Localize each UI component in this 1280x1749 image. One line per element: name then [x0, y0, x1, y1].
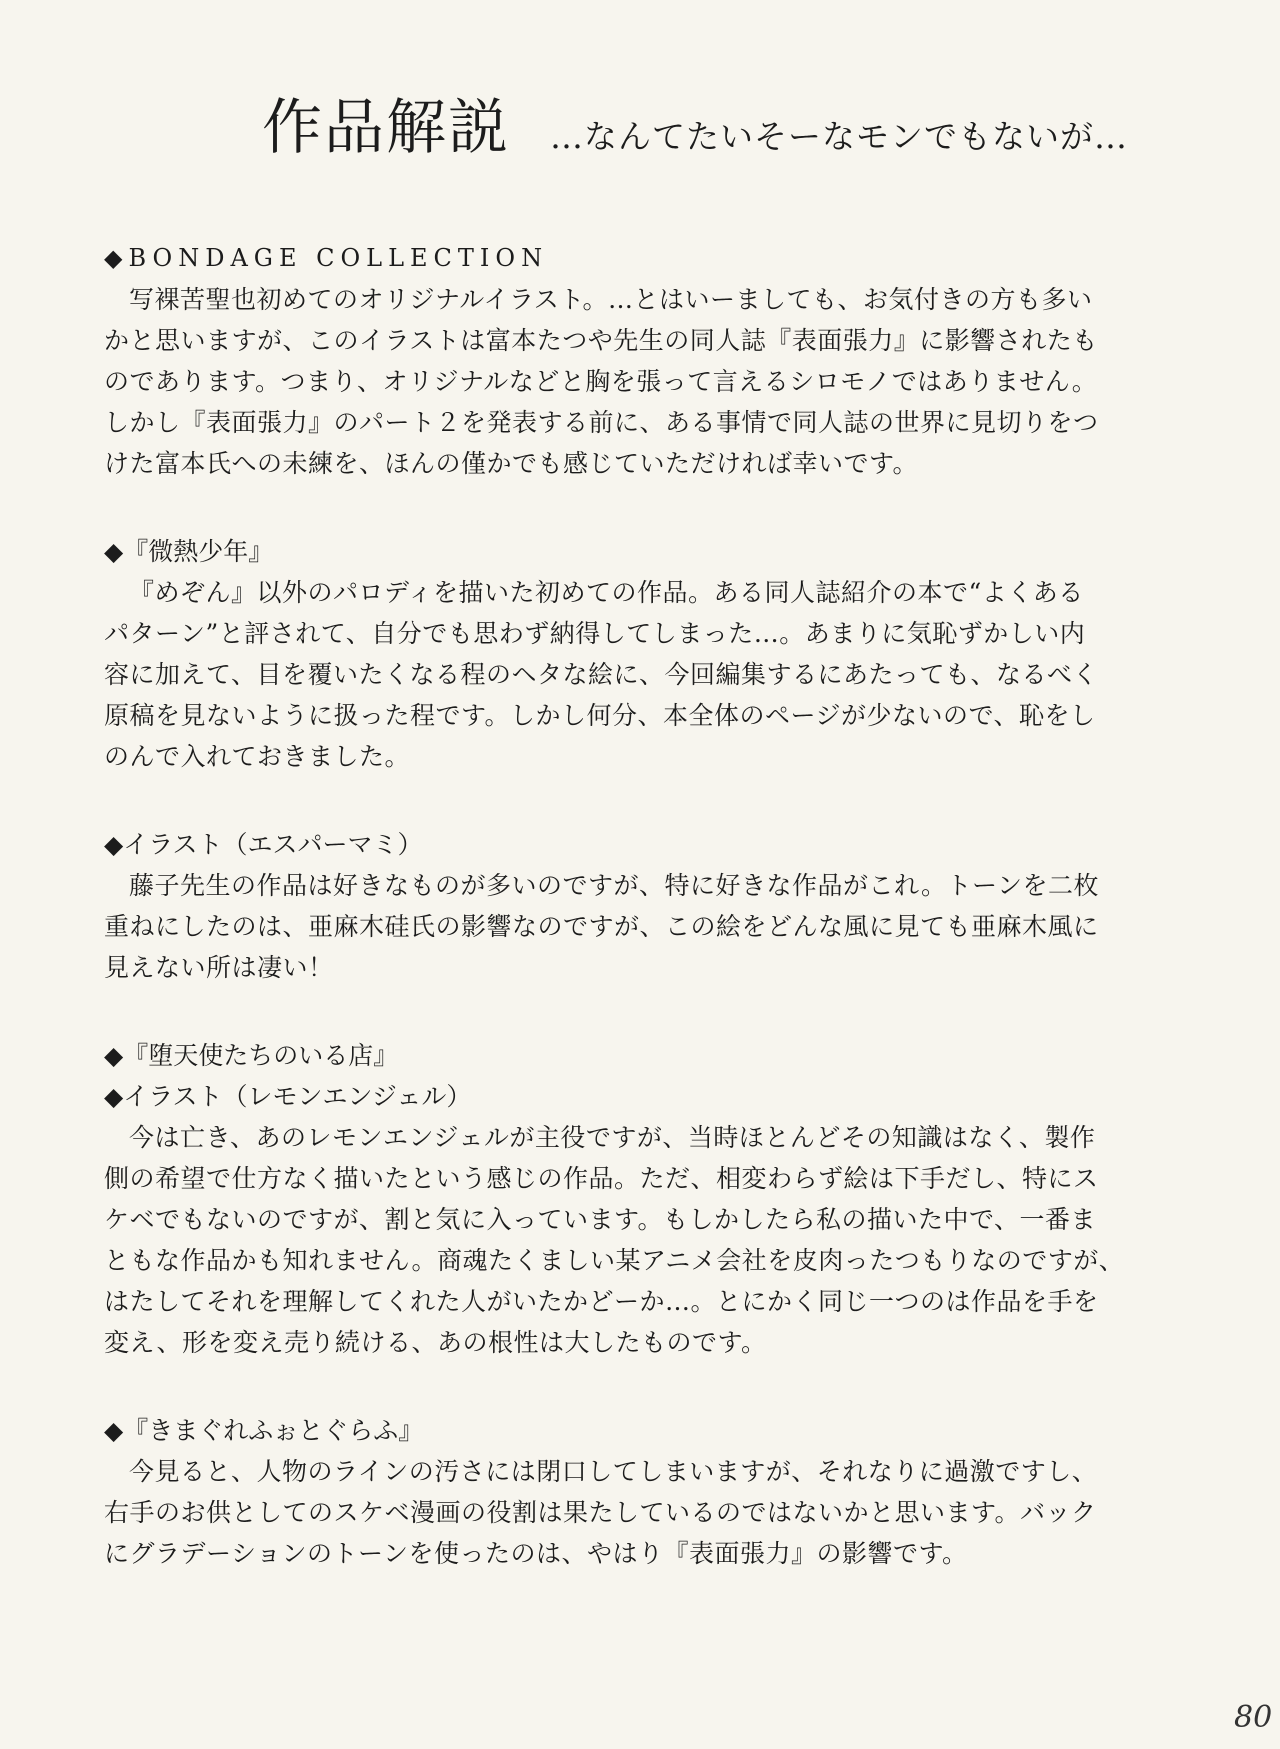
body-line: 変え、形を変え売り続ける、あの根性は大したものです。 — [104, 1328, 767, 1357]
section-datenshi-lemon-angel — [104, 1035, 1224, 1363]
body-line: パターン”と評されて、自分でも思わず納得してしまった…。あまりに気恥ずかしい内 — [104, 619, 1086, 648]
body-line: けた富本氏への未練を、ほんの僅かでも感じていただければ幸いです。 — [104, 449, 919, 478]
body-line: のんで入れておきました。 — [104, 742, 411, 771]
body-line: はたしてそれを理解してくれた人がいたかどーか…。とにかく同じ一つのは作品を手を — [104, 1287, 1099, 1316]
body-line: 『めぞん』以外のパロディを描いた初めての作品。ある同人誌紹介の本で“よくある — [129, 578, 1084, 607]
body-line: にグラデーションのトーンを使ったのは、やはり『表面張力』の影響です。 — [104, 1539, 968, 1568]
section-heading: ◆イラスト（レモンエンジェル） — [104, 1082, 472, 1111]
body-line: 右手のお供としてのスケベ漫画の役割は果たしているのではないかと思います。バック — [104, 1498, 1097, 1527]
section-heading: ◆『微熱少年』 — [104, 537, 274, 566]
section-bondage-collection — [104, 238, 1224, 484]
body-line: 原稿を見ないように扱った程です。しかし何分、本全体のページが少ないので、恥をし — [104, 701, 1096, 730]
section-kimagure-photograph — [104, 1410, 1224, 1574]
body-line: 今は亡き、あのレモンエンジェルが主役ですが、当時ほとんどその知識はなく、製作 — [129, 1123, 1096, 1152]
body-line: 重ねにしたのは、亜麻木硅氏の影響なのですが、この絵をどんな風に見ても亜麻木風に — [104, 912, 1099, 941]
page-subtitle: …なんてたいそーなモンでもないが… — [550, 117, 1128, 156]
section-esper-mami — [104, 824, 1224, 988]
section-binetsu-shounen — [104, 531, 1224, 777]
body-line: 側の希望で仕方なく描いたという感じの作品。ただ、相変わらず絵は下手だし、特にス — [104, 1164, 1099, 1193]
section-heading: ◆イラスト（エスパーマミ） — [104, 830, 423, 859]
section-heading: ◆BONDAGE COLLECTION — [104, 244, 549, 272]
content — [104, 238, 1224, 1621]
body-line: ともな作品かも知れません。商魂たくましい某アニメ会社を皮肉ったつもりなのですが、 — [104, 1246, 1125, 1275]
body-line: のであります。つまり、オリジナルなどと胸を張って言えるシロモノではありません。 — [104, 367, 1098, 396]
body-line: かと思いますが、このイラストは富本たつや先生の同人誌『表面張力』に影響されたも — [104, 326, 1098, 355]
body-line: 藤子先生の作品は好きなものが多いのですが、特に好きな作品がこれ。トーンを二枚 — [129, 871, 1100, 900]
page-number: 80 — [1234, 1700, 1273, 1735]
title-row — [262, 80, 1128, 166]
body-line: 容に加えて、目を覆いたくなる程のヘタな絵に、今回編集するにあたっても、なるべく — [104, 660, 1099, 689]
body-line: 今見ると、人物のラインの汚さには閉口してしまいますが、それなりに過激ですし、 — [129, 1457, 1098, 1486]
body-line: しかし『表面張力』のパート２を発表する前に、ある事情で同人誌の世界に見切りをつ — [104, 408, 1099, 437]
page-title: 作品解説 — [262, 93, 510, 163]
section-heading: ◆『きまぐれふぉとぐらふ』 — [104, 1416, 424, 1445]
body-line: ケベでもないのですが、割と気に入っています。もしかしたら私の描いた中で、一番ま — [104, 1205, 1097, 1234]
body-line: 見えない所は凄い！ — [104, 953, 334, 982]
body-line: 写裸苦聖也初めてのオリジナルイラスト。…とはいーましても、お気付きの方も多い — [129, 285, 1093, 314]
section-heading: ◆『堕天使たちのいる店』 — [104, 1041, 399, 1070]
